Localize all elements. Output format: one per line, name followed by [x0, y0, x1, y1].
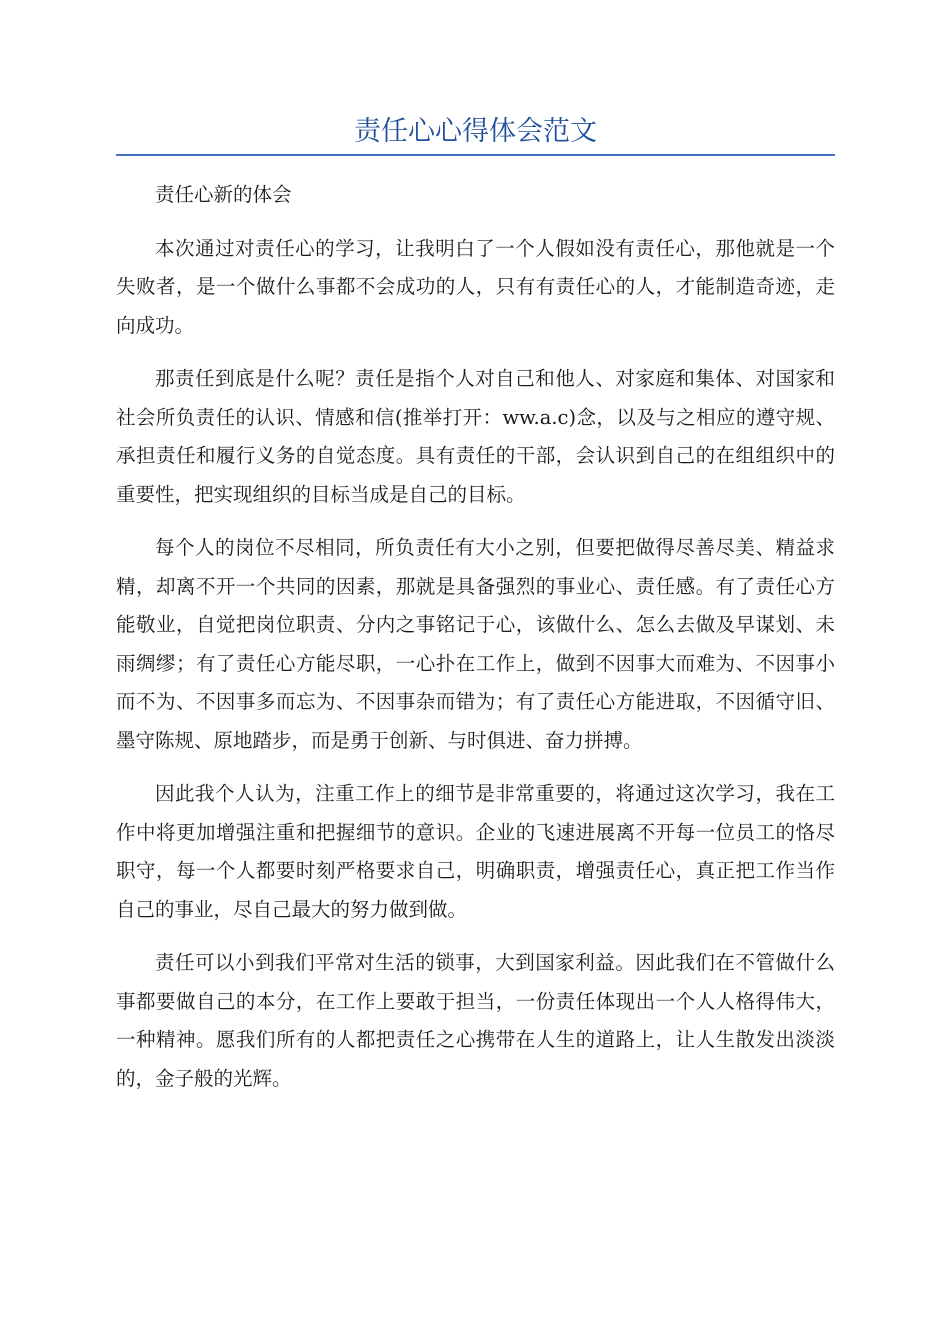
paragraph: 那责任到底是什么呢？责任是指个人对自己和他人、对家庭和集体、对国家和社会所负责任的认识、情感和信(推举打开：ww.a.c)念，以及与之相应的遵守规、承担责任和履行义务的自觉态度。具有责任的干部，会认识到自己的在组组织中的重要性，把实现组织的目标当成是自己的目标。	[116, 367, 835, 506]
document-body	[116, 176, 835, 1113]
document-title: 责任心心得体会范文	[354, 116, 597, 147]
title-underline	[116, 154, 835, 156]
paragraph: 责任可以小到我们平常对生活的锁事，大到国家利益。因此我们在不管做什么事都要做自己的本分，在工作上要敢于担当，一份责任体现出一个人人格得伟大，一种精神。愿我们所有的人都把责任之心携带在人生的道路上，让人生散发出淡淡的，金子般的光辉。	[116, 951, 835, 1090]
paragraph: 每个人的岗位不尽相同，所负责任有大小之别，但要把做得尽善尽美、精益求精，却离不开一个共同的因素，那就是具备强烈的事业心、责任感。有了责任心方能敬业，自觉把岗位职责、分内之事铭记于心，该做什么、怎么去做及早谋划、未雨绸缪；有了责任心方能尽职，一心扑在工作上，做到不因事大而难为、不因事小而不为、不因事多而忘为、不因事杂而错为；有了责任心方能进取，不因循守旧、墨守陈规、原地踏步，而是勇于创新、与时俱进、奋力拼搏。	[116, 536, 835, 752]
paragraph: 因此我个人认为，注重工作上的细节是非常重要的，将通过这次学习，我在工作中将更加增强注重和把握细节的意识。企业的飞速进展离不开每一位员工的恪尽职守，每一个人都要时刻严格要求自己，明确职责，增强责任心，真正把工作当作自己的事业，尽自己最大的努力做到做。	[116, 782, 835, 921]
paragraph-subtitle: 责任心新的体会	[155, 183, 292, 206]
paragraph: 本次通过对责任心的学习，让我明白了一个人假如没有责任心，那他就是一个失败者，是一个做什么事都不会成功的人，只有有责任心的人，才能制造奇迹，走向成功。	[116, 236, 835, 337]
